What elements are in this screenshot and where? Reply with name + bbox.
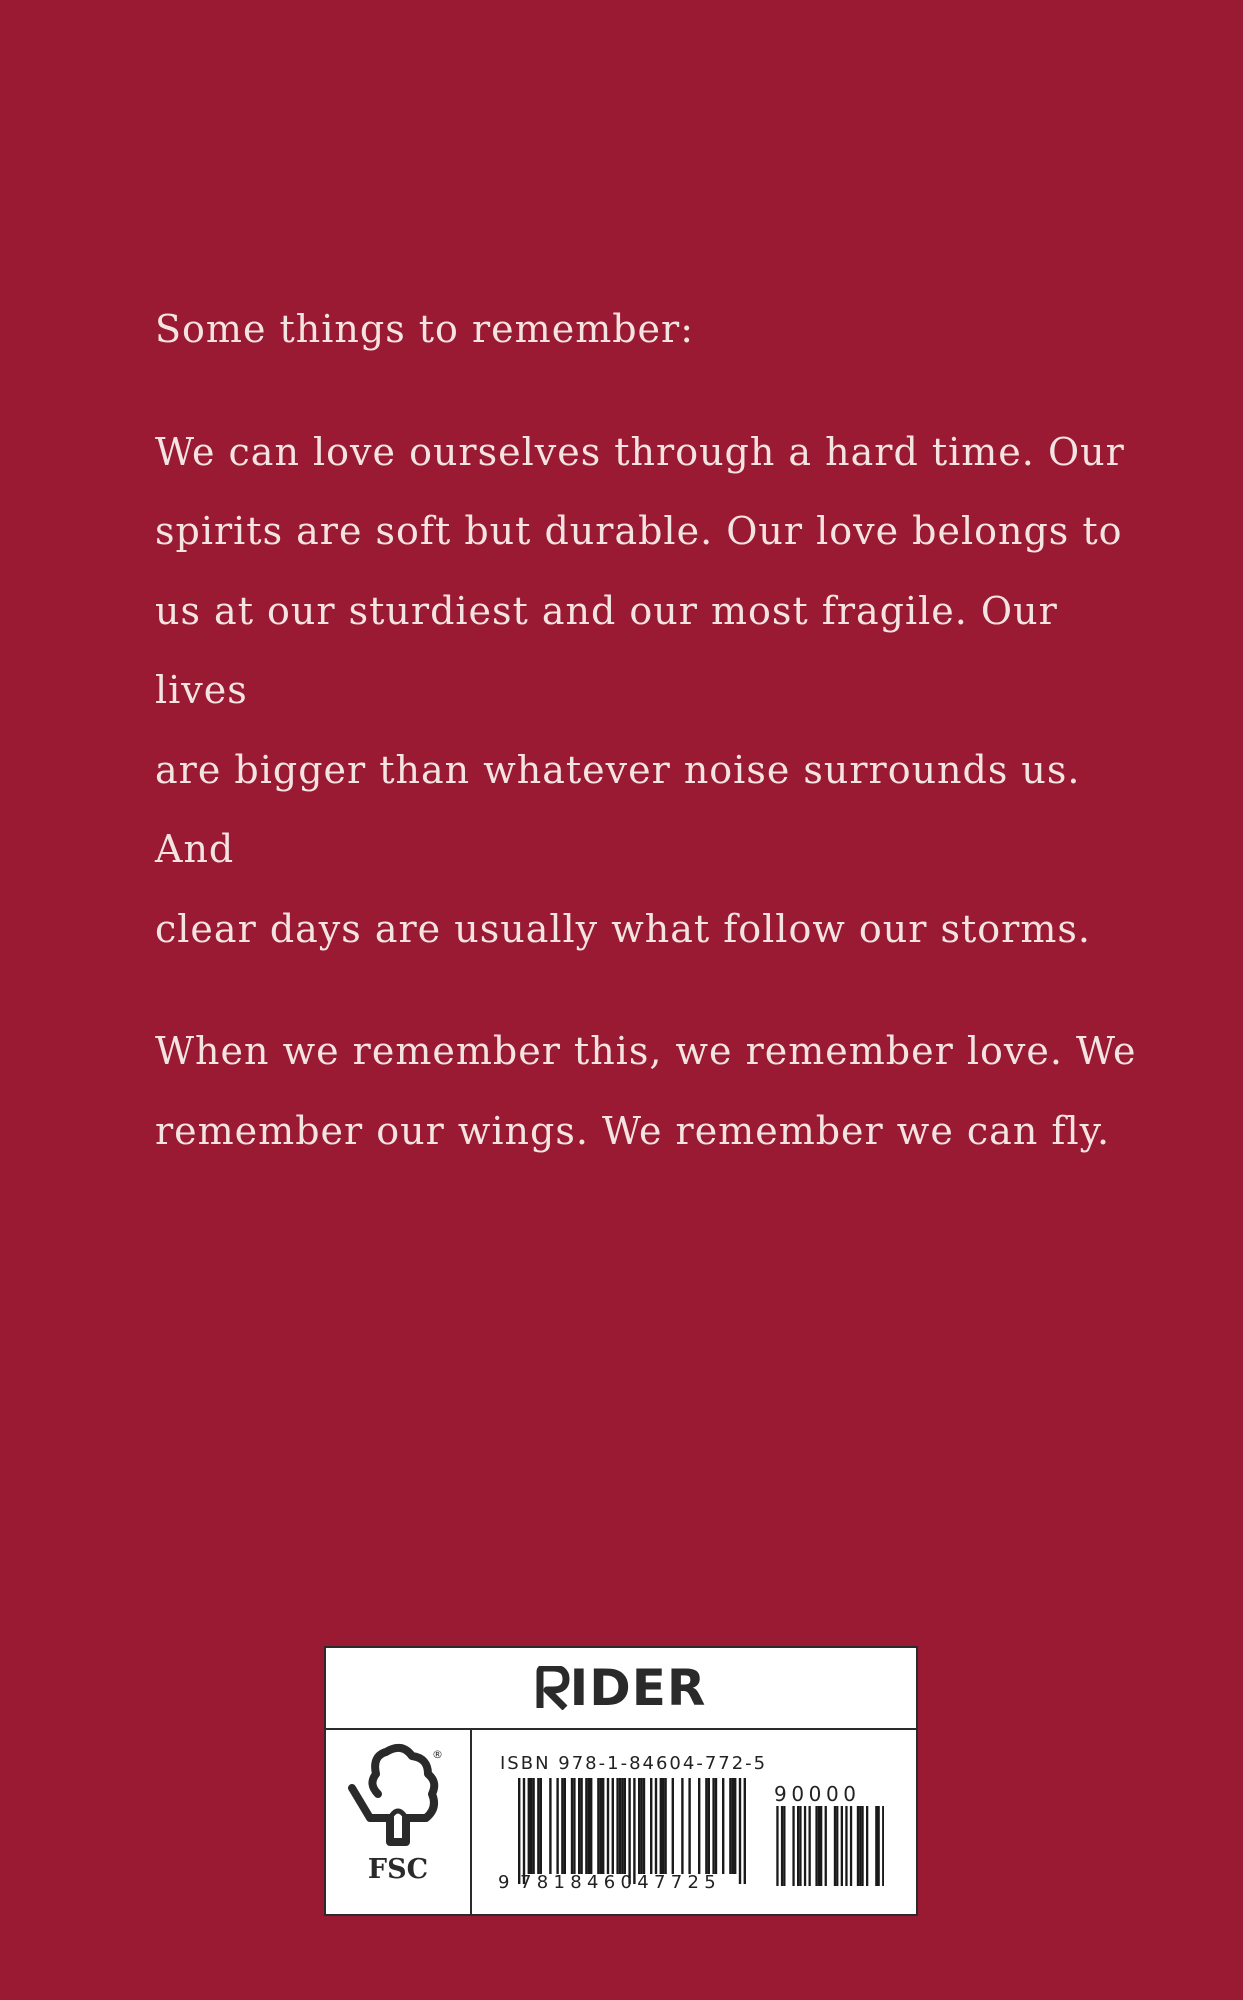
barcode-bar [809, 1806, 811, 1886]
barcode-bar [556, 1778, 558, 1874]
barcode-bar [776, 1806, 778, 1886]
barcode-bar [882, 1806, 884, 1886]
barcode-bar [739, 1778, 741, 1884]
blurb-paragraph-2: When we remember this, we remember love. We remember our wings. We remember we can fly. [155, 1029, 1137, 1153]
fsc-tree-icon [326, 1730, 470, 1850]
barcode-bar [628, 1778, 630, 1884]
publisher-row [326, 1648, 916, 1730]
barcode-bar [825, 1806, 827, 1886]
barcode-bar [600, 1778, 602, 1874]
barcode-bar [518, 1778, 520, 1884]
publisher-name: IDER [569, 1659, 707, 1717]
barcode-bar [841, 1806, 843, 1886]
barcode-bar [607, 1778, 609, 1874]
barcode-bar [715, 1778, 717, 1874]
isbn-label: ISBN 978-1-84604-772-5 [500, 1753, 768, 1774]
barcode-bar [640, 1778, 642, 1874]
barcode-bar [664, 1778, 666, 1874]
barcode-bar [660, 1778, 662, 1874]
barcode-bar [845, 1806, 847, 1886]
barcode-bar [580, 1778, 582, 1874]
barcode-bar [866, 1806, 868, 1886]
fsc-cell [326, 1730, 472, 1914]
barcode-bar [638, 1778, 640, 1874]
blurb-paragraph-1: We can love ourselves through a hard time. Our spirits are soft but durable. Our love belongs to us at our sturdiest and our most fragile. Our lives are bigger than whatever noise surrounds us. And clear days are usually what follow our storms. [155, 429, 1125, 951]
barcode-bar [564, 1778, 566, 1874]
barcode-bar [688, 1778, 690, 1874]
barcode-bar [783, 1806, 785, 1886]
barcode-bar [781, 1806, 783, 1886]
price-addon-barcode [774, 1806, 884, 1890]
barcode-bar [537, 1778, 539, 1874]
barcode-bar [633, 1778, 635, 1884]
barcode-bar [585, 1778, 587, 1874]
barcode-bar [729, 1778, 731, 1874]
barcode-bar [612, 1778, 614, 1874]
barcode-bar [561, 1778, 563, 1874]
blurb-intro: Some things to remember: [155, 307, 695, 351]
barcode-bar [672, 1778, 674, 1874]
barcode-bar [578, 1778, 580, 1874]
barcode-bar [650, 1778, 652, 1874]
barcode-bar [859, 1806, 861, 1886]
barcode-bar [698, 1778, 700, 1874]
barcode-bar [836, 1806, 838, 1886]
barcode-bar [804, 1806, 806, 1886]
barcode-bar [878, 1806, 880, 1886]
barcode-bar [732, 1778, 734, 1874]
cover-blurb [155, 290, 1155, 1171]
barcode-bar [744, 1778, 746, 1884]
barcode-bar [875, 1806, 877, 1886]
barcode-bar [705, 1778, 707, 1874]
barcode-bar [624, 1778, 626, 1874]
barcode-bar [850, 1806, 852, 1886]
barcode-bar [708, 1778, 710, 1874]
barcode-bar [818, 1806, 820, 1886]
barcode-bar [655, 1778, 657, 1874]
barcode-bar [590, 1778, 592, 1874]
barcode-bar [573, 1778, 575, 1874]
publisher-r-mark-icon [536, 1666, 570, 1710]
barcode-bar [549, 1778, 551, 1874]
barcode-bar [799, 1806, 801, 1886]
barcode-bar [540, 1778, 542, 1874]
barcode-bar [815, 1806, 817, 1886]
barcode-bar [621, 1778, 623, 1874]
barcode-bar [722, 1778, 724, 1874]
barcode-bar [820, 1806, 822, 1886]
barcode-bar [571, 1778, 573, 1874]
barcode-bar [602, 1778, 604, 1874]
barcode-bar [712, 1778, 714, 1874]
publisher-logo [536, 1659, 707, 1717]
fsc-label: FSC [367, 1854, 429, 1885]
barcode-bar [857, 1806, 859, 1886]
barcode-bar [681, 1778, 683, 1874]
barcode-bar [643, 1778, 645, 1874]
barcode-bar [797, 1806, 799, 1886]
barcode-bar [861, 1806, 863, 1886]
barcode-bar [792, 1806, 794, 1886]
barcode-bar [528, 1778, 530, 1874]
barcode-bar [523, 1778, 525, 1884]
price-code: 90000 [774, 1782, 861, 1806]
barcode-panel [324, 1646, 918, 1916]
barcode-bar [616, 1778, 618, 1874]
barcode-bar [588, 1778, 590, 1874]
barcode-bar [619, 1778, 621, 1874]
fsc-registered-mark: ® [432, 1748, 443, 1761]
barcode-bar [530, 1778, 532, 1874]
barcode-bar [532, 1778, 534, 1874]
ean-first-digit: 9 [498, 1872, 510, 1893]
barcode-bar [597, 1778, 599, 1874]
barcode-bar [734, 1778, 736, 1874]
ean-digit-groups: 781846047725 [520, 1872, 722, 1893]
barcode-bar [662, 1778, 664, 1874]
barcode-bar [834, 1806, 836, 1886]
